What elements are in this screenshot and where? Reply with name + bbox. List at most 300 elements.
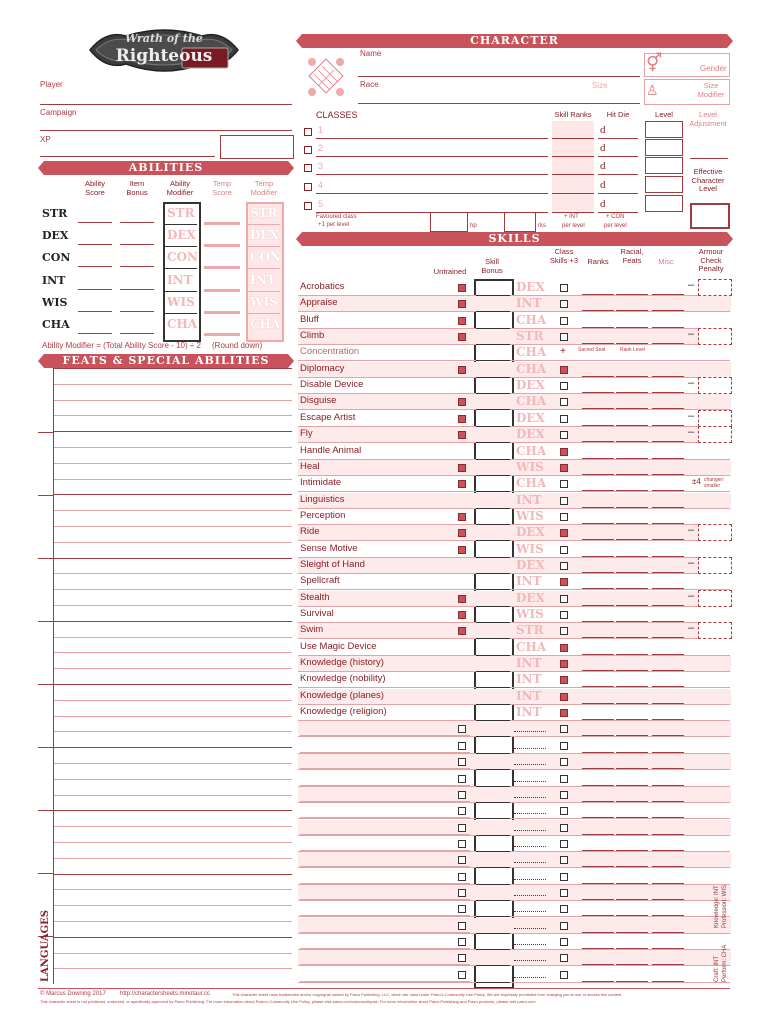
- custom-skill-field[interactable]: [300, 817, 470, 818]
- skills-banner: SKILLS: [302, 232, 727, 246]
- class-skill-checkbox[interactable]: [560, 529, 568, 537]
- class-skill-checkbox[interactable]: [560, 905, 568, 913]
- ability-dotted-field[interactable]: [514, 911, 546, 912]
- misc-field[interactable]: [652, 343, 684, 344]
- ranks-field[interactable]: [582, 817, 614, 818]
- footer-url[interactable]: http://charactersheets.minotaur.cc: [120, 991, 211, 997]
- racial-field[interactable]: [616, 981, 648, 982]
- racial-field[interactable]: [616, 376, 648, 377]
- ranks-field[interactable]: [582, 719, 614, 720]
- custom-skill-field[interactable]: [300, 899, 470, 900]
- ranks-field[interactable]: [582, 605, 614, 606]
- class-skill-checkbox[interactable]: [560, 333, 568, 341]
- temp-score-field[interactable]: [204, 333, 240, 336]
- misc-field[interactable]: [652, 654, 684, 655]
- favoured-rks-box[interactable]: [504, 212, 536, 232]
- ability-dotted-field[interactable]: [514, 862, 546, 863]
- ranks-field[interactable]: [582, 670, 614, 671]
- ability-dotted-field[interactable]: [514, 797, 546, 798]
- ranks-field[interactable]: [582, 425, 614, 426]
- ranks-field[interactable]: [582, 866, 614, 867]
- ability-mod-divider: [165, 313, 197, 314]
- misc-field[interactable]: [652, 768, 684, 769]
- ability-formula: Ability Modifier = (Total Ability Score - 10) ÷ 2 (Round down): [42, 341, 263, 350]
- custom-skill-field[interactable]: [300, 866, 470, 867]
- ranks-field[interactable]: [582, 408, 614, 409]
- misc-field[interactable]: [652, 752, 684, 753]
- level-adjustment-field[interactable]: [690, 158, 728, 159]
- untrained-checkbox[interactable]: [458, 840, 466, 848]
- racial-field[interactable]: [616, 294, 648, 295]
- ranks-field[interactable]: [582, 441, 614, 442]
- racial-field[interactable]: [616, 458, 648, 459]
- racial-field[interactable]: [616, 556, 648, 557]
- armour-check-field[interactable]: [698, 557, 732, 574]
- misc-field[interactable]: [652, 801, 684, 802]
- ability-modifier-label: Ability Modifier: [166, 179, 194, 197]
- ranks-field[interactable]: [582, 539, 614, 540]
- ability-dotted-field[interactable]: [514, 731, 546, 732]
- racial-field[interactable]: [616, 670, 648, 671]
- racial-field[interactable]: [616, 343, 648, 344]
- misc-field[interactable]: [652, 441, 684, 442]
- racial-field[interactable]: [616, 441, 648, 442]
- ability-score-field[interactable]: [78, 266, 112, 267]
- ranks-field[interactable]: [582, 915, 614, 916]
- misc-field[interactable]: [652, 376, 684, 377]
- misc-field[interactable]: [652, 686, 684, 687]
- class-skill-checkbox[interactable]: [560, 284, 568, 292]
- ability-mod-divider: [165, 224, 197, 225]
- class-skill-checkbox[interactable]: [560, 317, 568, 325]
- ranks-field[interactable]: [582, 899, 614, 900]
- class-skill-checkbox[interactable]: [560, 300, 568, 308]
- ranks-field[interactable]: [582, 785, 614, 786]
- ability-name-int: INT: [42, 274, 66, 287]
- racial-field[interactable]: [616, 588, 648, 589]
- racial-field[interactable]: [616, 735, 648, 736]
- ability-score-field[interactable]: [78, 333, 112, 334]
- ranks-field[interactable]: [582, 801, 614, 802]
- ability-dotted-field[interactable]: [514, 846, 546, 847]
- feat-line: [54, 795, 292, 796]
- ability-dotted-field[interactable]: [514, 879, 546, 880]
- class-skill-checkbox[interactable]: [560, 627, 568, 635]
- ranks-field[interactable]: [582, 556, 614, 557]
- untrained-marker-icon: [458, 284, 466, 292]
- class-ranks-field[interactable]: [552, 174, 594, 175]
- ability-score-field[interactable]: [78, 244, 112, 245]
- armour-check-field[interactable]: [698, 410, 732, 427]
- misc-field[interactable]: [652, 883, 684, 884]
- misc-field[interactable]: [652, 834, 684, 835]
- ranks-field[interactable]: [582, 932, 614, 933]
- class-skill-checkbox[interactable]: [560, 513, 568, 521]
- class-skill-checkbox[interactable]: [560, 807, 568, 815]
- misc-field[interactable]: [652, 507, 684, 508]
- class-name-field[interactable]: [316, 156, 548, 157]
- ranks-field[interactable]: [582, 343, 614, 344]
- player-field[interactable]: [40, 104, 292, 105]
- racial-field[interactable]: [616, 834, 648, 835]
- class-skill-checkbox[interactable]: [560, 595, 568, 603]
- misc-field[interactable]: [652, 408, 684, 409]
- misc-field[interactable]: [652, 327, 684, 328]
- misc-field[interactable]: [652, 572, 684, 573]
- misc-field[interactable]: [652, 294, 684, 295]
- ability-dotted-field[interactable]: [514, 748, 546, 749]
- custom-skill-field[interactable]: [300, 932, 470, 933]
- misc-field[interactable]: [652, 735, 684, 736]
- skill-ability-watermark: CHA: [516, 394, 547, 408]
- item-bonus-field[interactable]: [120, 289, 154, 290]
- racial-field[interactable]: [616, 686, 648, 687]
- untrained-checkbox[interactable]: [458, 725, 466, 733]
- feat-tick: [38, 495, 53, 496]
- racial-field[interactable]: [616, 507, 648, 508]
- misc-field[interactable]: [652, 719, 684, 720]
- ranks-field[interactable]: [582, 850, 614, 851]
- ranks-field[interactable]: [582, 588, 614, 589]
- armour-check-field[interactable]: [698, 377, 732, 394]
- armour-check-field[interactable]: [698, 622, 732, 639]
- racial-field[interactable]: [616, 703, 648, 704]
- racial-field[interactable]: [616, 572, 648, 573]
- class-skill-checkbox[interactable]: [560, 464, 568, 472]
- hit-die-field[interactable]: [598, 156, 638, 157]
- class-skill-checkbox[interactable]: [560, 954, 568, 962]
- feat-tick: [38, 432, 53, 433]
- hit-die-field[interactable]: [598, 193, 638, 194]
- class-checkbox[interactable]: [304, 202, 312, 210]
- misc-field[interactable]: [652, 981, 684, 982]
- ability-score-field[interactable]: [78, 289, 112, 290]
- armour-check-field[interactable]: [698, 426, 732, 443]
- campaign-field[interactable]: [40, 130, 292, 131]
- racial-field[interactable]: [616, 915, 648, 916]
- class-name-field[interactable]: [316, 193, 548, 194]
- untrained-checkbox[interactable]: [458, 824, 466, 832]
- custom-skill-field[interactable]: [300, 883, 470, 884]
- class-skill-checkbox[interactable]: [560, 938, 568, 946]
- untrained-checkbox[interactable]: [458, 758, 466, 766]
- name-field[interactable]: [358, 76, 640, 77]
- misc-field[interactable]: [652, 932, 684, 933]
- class-skill-checkbox[interactable]: [560, 546, 568, 554]
- class-skill-checkbox[interactable]: [560, 660, 568, 668]
- skill-row-line: [298, 573, 730, 574]
- class-skill-checkbox[interactable]: [560, 366, 568, 374]
- untrained-checkbox[interactable]: [458, 742, 466, 750]
- item-bonus-field[interactable]: [120, 311, 154, 312]
- class-checkbox[interactable]: [304, 183, 312, 191]
- class-skill-checkbox[interactable]: [560, 873, 568, 881]
- misc-field[interactable]: [652, 490, 684, 491]
- class-skill-checkbox[interactable]: [560, 562, 568, 570]
- untrained-checkbox[interactable]: [458, 954, 466, 962]
- ability-dotted-field[interactable]: [514, 928, 546, 929]
- class-skill-checkbox[interactable]: [560, 840, 568, 848]
- racial-field[interactable]: [616, 932, 648, 933]
- untrained-checkbox[interactable]: [458, 889, 466, 897]
- misc-field[interactable]: [652, 703, 684, 704]
- misc-field[interactable]: [652, 899, 684, 900]
- racial-field[interactable]: [616, 948, 648, 949]
- untrained-checkbox[interactable]: [458, 775, 466, 783]
- custom-skill-field[interactable]: [300, 801, 470, 802]
- custom-skill-field[interactable]: [300, 981, 470, 982]
- racial-field[interactable]: [616, 310, 648, 311]
- class-ranks-field[interactable]: [552, 193, 594, 194]
- class-skill-checkbox[interactable]: [560, 415, 568, 423]
- feats-area[interactable]: [38, 368, 292, 984]
- ranks-field[interactable]: [582, 735, 614, 736]
- class-level-box[interactable]: [645, 157, 683, 174]
- racial-field[interactable]: [616, 621, 648, 622]
- untrained-checkbox[interactable]: [458, 922, 466, 930]
- favoured-hp-box[interactable]: [430, 212, 468, 232]
- ability-score-field[interactable]: [78, 222, 112, 223]
- class-skill-checkbox[interactable]: [560, 742, 568, 750]
- class-checkbox[interactable]: [304, 164, 312, 172]
- custom-skill-field[interactable]: [300, 948, 470, 949]
- ranks-field[interactable]: [582, 327, 614, 328]
- xp-field[interactable]: [40, 156, 215, 157]
- class-skill-checkbox[interactable]: [560, 775, 568, 783]
- ranks-field[interactable]: [582, 964, 614, 965]
- hit-die-field[interactable]: [598, 212, 638, 213]
- class-checkbox[interactable]: [304, 128, 312, 136]
- custom-skill-field[interactable]: [300, 785, 470, 786]
- ranks-field[interactable]: [582, 458, 614, 459]
- ranks-field[interactable]: [582, 294, 614, 295]
- class-name-field[interactable]: [316, 174, 548, 175]
- ranks-field[interactable]: [582, 948, 614, 949]
- racial-field[interactable]: [616, 654, 648, 655]
- armour-check-field[interactable]: [698, 279, 732, 296]
- ranks-field[interactable]: [582, 637, 614, 638]
- misc-field[interactable]: [652, 915, 684, 916]
- class-skill-checkbox[interactable]: [560, 431, 568, 439]
- class-skill-checkbox[interactable]: [560, 922, 568, 930]
- feat-line: [54, 605, 292, 606]
- ranks-field[interactable]: [582, 752, 614, 753]
- armour-check-field[interactable]: [698, 328, 732, 345]
- racial-field[interactable]: [616, 719, 648, 720]
- ability-dotted-field[interactable]: [514, 977, 546, 978]
- untrained-checkbox[interactable]: [458, 905, 466, 913]
- class-level-box[interactable]: [645, 121, 683, 138]
- ranks-field[interactable]: [582, 376, 614, 377]
- temp-mod-divider: [248, 224, 280, 225]
- racial-field[interactable]: [616, 768, 648, 769]
- class-ranks-field[interactable]: [552, 156, 594, 157]
- misc-field[interactable]: [652, 539, 684, 540]
- class-level-box[interactable]: [645, 139, 683, 156]
- class-ranks-field[interactable]: [552, 212, 594, 213]
- racial-field[interactable]: [616, 490, 648, 491]
- ability-dotted-field[interactable]: [514, 944, 546, 945]
- ranks-field[interactable]: [582, 392, 614, 393]
- custom-skill-field[interactable]: [300, 850, 470, 851]
- misc-field[interactable]: [652, 964, 684, 965]
- racial-field[interactable]: [616, 785, 648, 786]
- ranks-field[interactable]: [582, 883, 614, 884]
- temp-score-field[interactable]: [204, 266, 240, 269]
- ranks-field[interactable]: [582, 507, 614, 508]
- class-skill-checkbox[interactable]: [560, 791, 568, 799]
- ability-name-wis: WIS: [42, 296, 68, 309]
- misc-field[interactable]: [652, 458, 684, 459]
- untrained-checkbox[interactable]: [458, 791, 466, 799]
- racial-field[interactable]: [616, 539, 648, 540]
- hit-die-field[interactable]: [598, 174, 638, 175]
- ability-dotted-field[interactable]: [514, 960, 546, 961]
- untrained-checkbox[interactable]: [458, 971, 466, 979]
- skill-bonus-divider: [476, 671, 510, 672]
- ranks-field[interactable]: [582, 523, 614, 524]
- skill-ability-watermark: INT: [516, 296, 542, 310]
- class-skill-checkbox[interactable]: [560, 693, 568, 701]
- custom-skill-field[interactable]: [300, 964, 470, 965]
- misc-field[interactable]: [652, 605, 684, 606]
- misc-field[interactable]: [652, 948, 684, 949]
- racial-field[interactable]: [616, 801, 648, 802]
- racial-field[interactable]: [616, 850, 648, 851]
- racial-field[interactable]: [616, 408, 648, 409]
- misc-field[interactable]: [652, 785, 684, 786]
- racial-field[interactable]: [616, 605, 648, 606]
- ability-dotted-field[interactable]: [514, 764, 546, 765]
- untrained-checkbox[interactable]: [458, 807, 466, 815]
- ranks-field[interactable]: [582, 654, 614, 655]
- xp-next-box[interactable]: [220, 135, 294, 159]
- temp-score-field[interactable]: [204, 244, 240, 247]
- custom-skill-field[interactable]: [300, 834, 470, 835]
- effective-level-box[interactable]: [690, 203, 730, 229]
- ranks-field[interactable]: [582, 572, 614, 573]
- ranks-field[interactable]: [582, 474, 614, 475]
- temp-score-field[interactable]: [204, 222, 240, 225]
- custom-skill-field[interactable]: [300, 752, 470, 753]
- misc-field[interactable]: [652, 817, 684, 818]
- class-skill-checkbox[interactable]: [560, 480, 568, 488]
- class-skill-checkbox[interactable]: [560, 889, 568, 897]
- class-level-box[interactable]: [645, 176, 683, 193]
- ranks-field[interactable]: [582, 768, 614, 769]
- ranks-field[interactable]: [582, 834, 614, 835]
- class-skill-checkbox[interactable]: [560, 856, 568, 864]
- untrained-checkbox[interactable]: [458, 938, 466, 946]
- racial-field[interactable]: [616, 637, 648, 638]
- armour-check-field[interactable]: [698, 524, 732, 541]
- misc-field[interactable]: [652, 392, 684, 393]
- misc-field[interactable]: [652, 670, 684, 671]
- racial-field[interactable]: [616, 474, 648, 475]
- class-skill-checkbox[interactable]: [560, 824, 568, 832]
- class-name-field[interactable]: [316, 138, 548, 139]
- ability-dotted-field[interactable]: [514, 813, 546, 814]
- class-skill-checkbox[interactable]: [560, 676, 568, 684]
- racial-field[interactable]: [616, 964, 648, 965]
- class-skill-checkbox[interactable]: [560, 382, 568, 390]
- temp-score-field[interactable]: [204, 311, 240, 314]
- misc-field[interactable]: [652, 637, 684, 638]
- misc-field[interactable]: [652, 866, 684, 867]
- class-skill-checkbox[interactable]: [560, 497, 568, 505]
- ability-dotted-field[interactable]: [514, 830, 546, 831]
- ability-dotted-field[interactable]: [514, 781, 546, 782]
- racial-field[interactable]: [616, 327, 648, 328]
- misc-field[interactable]: [652, 850, 684, 851]
- custom-skill-field[interactable]: [300, 768, 470, 769]
- item-bonus-field[interactable]: [120, 222, 154, 223]
- misc-field[interactable]: [652, 523, 684, 524]
- class-skill-checkbox[interactable]: [560, 971, 568, 979]
- untrained-checkbox[interactable]: [458, 873, 466, 881]
- ranks-field[interactable]: [582, 310, 614, 311]
- racial-field[interactable]: [616, 817, 648, 818]
- class-skill-checkbox[interactable]: [560, 398, 568, 406]
- misc-field[interactable]: [652, 425, 684, 426]
- class-skill-checkbox[interactable]: [560, 709, 568, 717]
- class-skill-checkbox[interactable]: [560, 644, 568, 652]
- armour-check-field[interactable]: [698, 590, 732, 607]
- class-skill-checkbox[interactable]: [560, 578, 568, 586]
- ranks-field[interactable]: [582, 490, 614, 491]
- ranks-field[interactable]: [582, 981, 614, 982]
- misc-field[interactable]: [652, 556, 684, 557]
- racial-field[interactable]: [616, 866, 648, 867]
- skill-ability-watermark: DEX: [516, 525, 545, 539]
- racial-field[interactable]: [616, 752, 648, 753]
- racial-field[interactable]: [616, 883, 648, 884]
- custom-skill-field[interactable]: [300, 915, 470, 916]
- skill-bonus-divider: [476, 491, 510, 492]
- racial-field[interactable]: [616, 899, 648, 900]
- custom-skill-field[interactable]: [300, 735, 470, 736]
- item-bonus-field[interactable]: [120, 333, 154, 334]
- misc-field[interactable]: [652, 621, 684, 622]
- ability-mod-divider: [165, 246, 197, 247]
- class-skill-checkbox[interactable]: [560, 448, 568, 456]
- hit-die-field[interactable]: [598, 138, 638, 139]
- ranks-field[interactable]: [582, 703, 614, 704]
- class-skill-checkbox[interactable]: [560, 611, 568, 619]
- misc-field[interactable]: [652, 588, 684, 589]
- hp-label: hp: [470, 223, 477, 229]
- race-field[interactable]: [358, 103, 640, 104]
- class-ranks-field[interactable]: [552, 138, 594, 139]
- ability-score-field[interactable]: [78, 311, 112, 312]
- class-skill-checkbox[interactable]: [560, 725, 568, 733]
- misc-field[interactable]: [652, 310, 684, 311]
- racial-field[interactable]: [616, 392, 648, 393]
- ranks-field[interactable]: [582, 686, 614, 687]
- racial-field[interactable]: [616, 425, 648, 426]
- racial-field[interactable]: [616, 523, 648, 524]
- class-skill-checkbox[interactable]: [560, 758, 568, 766]
- ability-dotted-field[interactable]: [514, 895, 546, 896]
- class-checkbox[interactable]: [304, 146, 312, 154]
- temp-score-field[interactable]: [204, 289, 240, 292]
- item-bonus-field[interactable]: [120, 244, 154, 245]
- misc-field[interactable]: [652, 474, 684, 475]
- untrained-checkbox[interactable]: [458, 856, 466, 864]
- ranks-field[interactable]: [582, 621, 614, 622]
- item-bonus-field[interactable]: [120, 266, 154, 267]
- class-level-box[interactable]: [645, 195, 683, 212]
